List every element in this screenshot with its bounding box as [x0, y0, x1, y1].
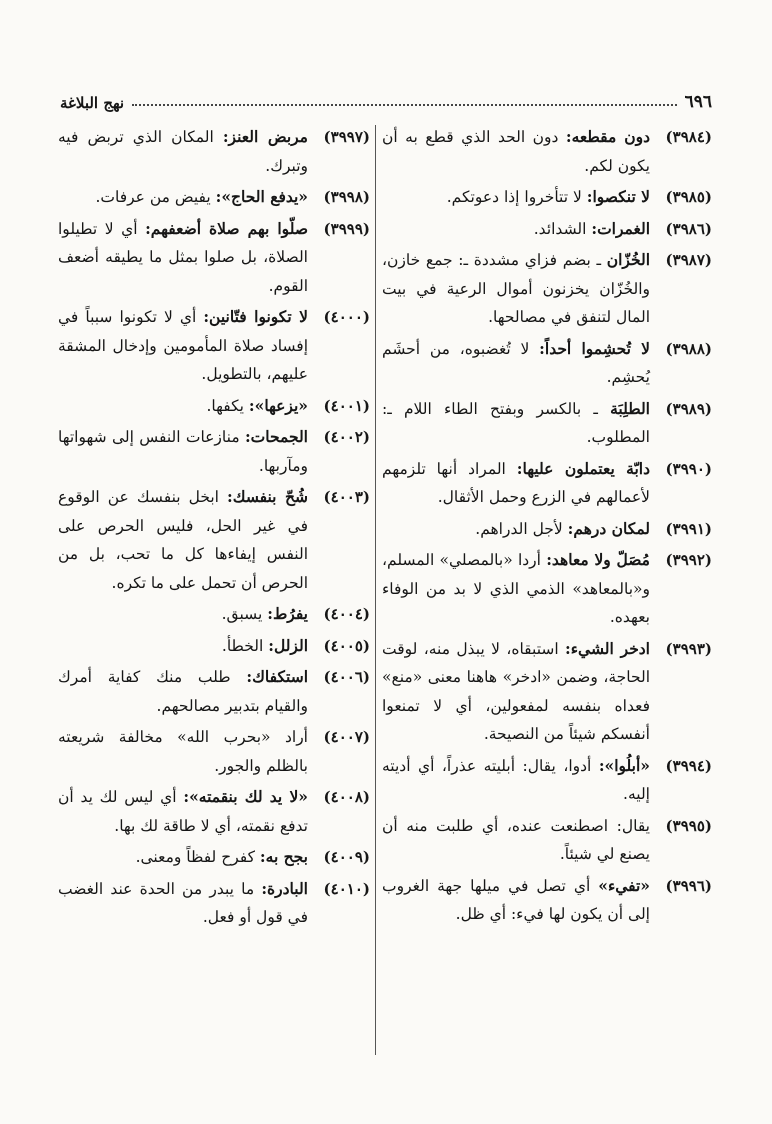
- footnote-number: (٤٠٠٥): [323, 636, 370, 655]
- footnote-term: الزلل:: [268, 635, 308, 655]
- footnote-number: (٤٠٠٦): [323, 668, 370, 686]
- footnote-number: (٣٩٨٦): [665, 219, 712, 238]
- footnote-term: لا تكونوا فتّانين:: [203, 307, 308, 326]
- footnote-text: [58, 783, 308, 840]
- footnote-text: [382, 335, 650, 392]
- footnote-term: ادخر الشيء:: [565, 638, 650, 658]
- footnote-entry: [382, 123, 712, 180]
- footnote-definition: أي لا تطيلوا الصلاة، بل صلوا بمثل ما يطيقه أضعف القوم.: [58, 219, 308, 295]
- footnote-number: (٣٩٩٥): [665, 816, 712, 835]
- footnote-definition: أراد «بحرب الله» مخالفة شريعته بالظلم والجور.: [58, 728, 308, 775]
- footnote-definition: يكفها.: [206, 396, 249, 415]
- footnote-entry: [382, 752, 712, 809]
- footnote-term: لمكان درهم:: [567, 518, 650, 538]
- footnote-text: [58, 875, 308, 932]
- footnote-term: الجمحات:: [244, 427, 308, 446]
- footnote-text: [382, 635, 650, 749]
- footnote-definition: لا تتأخروا إذا دعوتكم.: [446, 188, 587, 206]
- footnote-term: لا تُحشِموا أحداً:: [539, 338, 650, 358]
- footnote-definition: أردا «بالمصلي» المسلم، و«بالمعاهد» الذمي الذي لا بد من الوفاء بعهده.: [382, 551, 650, 626]
- footnote-number: (٤٠٠١): [323, 396, 370, 415]
- footnote-text: [382, 515, 650, 544]
- footnote-term: شُحّ بنفسك:: [227, 487, 309, 506]
- footnote-entry: [382, 872, 712, 929]
- footnote-term: دابّة يعتملون عليها:: [516, 458, 650, 478]
- footnote-text: [382, 395, 650, 452]
- footnote-number: (٣٩٩٩): [323, 219, 370, 238]
- footnote-term: البادرة:: [261, 878, 308, 898]
- footnote-term: يفرُط:: [267, 604, 308, 623]
- footnote-number: (٣٩٩٣): [665, 639, 712, 658]
- footnote-term: «لا يد لك بنقمته»:: [183, 787, 308, 806]
- footnote-entry: [58, 875, 370, 932]
- footnote-text: [382, 872, 650, 929]
- footnote-definition: المراد أنها تلزمهم لأعمالهم في الزرع وحمل الأثقال.: [382, 459, 650, 506]
- footnote-text: [58, 123, 308, 180]
- footnote-definition: كفرح لفظاً ومعنى.: [135, 848, 260, 866]
- footnote-text: [58, 483, 308, 597]
- footnote-entry: [58, 392, 370, 421]
- footnote-text: [58, 303, 308, 389]
- footnote-term: لا تنكصوا:: [586, 187, 650, 206]
- footnote-entry: [58, 843, 370, 872]
- footnote-text: [58, 843, 308, 872]
- footnote-term: استكفاك:: [246, 667, 308, 686]
- footnote-entry: [382, 635, 712, 749]
- footnote-text: [58, 663, 308, 720]
- footnote-definition: الخطأ.: [221, 636, 269, 655]
- footnote-number: (٤٠١٠): [323, 879, 370, 898]
- footnote-term: «أبلُوا»:: [598, 755, 650, 775]
- footnote-number: (٤٠٠٣): [323, 488, 370, 506]
- footnote-entry: [382, 395, 712, 452]
- footnote-term: «يدفع الحاج»:: [215, 187, 308, 206]
- footnote-definition: يفيض من عرفات.: [95, 188, 216, 206]
- footnote-term: «يزعها»:: [248, 395, 308, 415]
- footnote-entry: [58, 183, 370, 212]
- footnote-text: [58, 632, 308, 661]
- footnote-entry: [58, 123, 370, 180]
- footnote-entry: [58, 663, 370, 720]
- footnote-term: الطلِبَة: [610, 398, 650, 418]
- footnote-text: [382, 546, 650, 632]
- footnote-number: (٣٩٩٠): [665, 459, 712, 478]
- footnote-text: [382, 752, 650, 809]
- footnote-definition: يسبق.: [221, 605, 268, 623]
- footnote-term: مربض العنز:: [222, 127, 308, 146]
- footnote-text: [58, 183, 308, 212]
- footnote-definition: ابخل بنفسك عن الوقوع في غير الحل، فليس الحرص على النفس إيفاءها كل ما تحب، بل من الحرص أن تحمل على ما تكره.: [58, 488, 308, 592]
- footnote-entry: [382, 246, 712, 332]
- footnote-definition: ما يبدر من الحدة عند الغضب في قول أو فعل.: [58, 879, 308, 926]
- footnote-term: مُصَلّ ولا معاهد:: [546, 550, 650, 569]
- left-column: [58, 123, 370, 935]
- footnote-entry: [382, 455, 712, 512]
- footnote-text: [58, 423, 308, 480]
- footnote-definition: لا تُغضبوه، من أحشَم يُحشِم.: [382, 339, 650, 386]
- footnote-term: بجح به:: [259, 847, 308, 866]
- footnote-number: (٣٩٩٨): [323, 188, 370, 206]
- page-number: ٦٩٦: [684, 92, 712, 112]
- footnote-definition: المكان الذي تربض فيه وتبرك.: [58, 128, 308, 175]
- footnote-text: [382, 246, 650, 332]
- footnote-number: (٤٠٠٧): [323, 728, 370, 746]
- right-column: [382, 123, 712, 932]
- footnote-text: [58, 600, 308, 629]
- footnote-entry: [382, 812, 712, 869]
- footnote-definition: لأجل الدراهم.: [475, 519, 568, 538]
- footnote-definition: دون الحد الذي قطع به أن يكون لكم.: [382, 128, 650, 175]
- footnote-entry: [58, 600, 370, 629]
- footnote-definition: يقال: اصطنعت عنده، أي طلبت منه أن يصنع لي شيئاً.: [382, 816, 650, 863]
- footnote-entry: [382, 335, 712, 392]
- footnote-definition: أي ليس لك يد أن تدفع نقمته، أي لا طاقة لك بها.: [58, 788, 308, 835]
- footnote-definition: أدوا، يقال: أبليته عذراً، أي أديته إليه.: [382, 756, 650, 803]
- footnote-entry: [58, 303, 370, 389]
- footnote-entry: [382, 183, 712, 212]
- footnote-number: (٤٠٠٠): [323, 308, 370, 326]
- footnote-text: [382, 455, 650, 512]
- footnote-definition: منازعات النفس إلى شهواتها ومآربها.: [58, 428, 308, 475]
- footnote-number: (٤٠٠٨): [323, 788, 370, 806]
- footnote-number: (٣٩٨٤): [665, 128, 712, 146]
- footnote-definition: ـ بالكسر وبفتح الطاء اللام ـ: المطلوب.: [382, 399, 650, 446]
- footnote-entry: [382, 215, 712, 244]
- header-dotted-leader: [132, 104, 676, 106]
- footnote-definition: أي لا تكونوا سبباً في إفساد صلاة المأمومين وإدخال المشقة عليهم، بالتطويل.: [58, 308, 308, 383]
- footnote-number: (٣٩٩٢): [665, 551, 712, 569]
- footnote-term: الغمرات:: [591, 218, 650, 238]
- footnote-term: الخُزّان: [606, 250, 650, 269]
- footnote-entry: [58, 423, 370, 480]
- footnote-definition: طلب منك كفاية أمرك والقيام بتدبير مصالحهم.: [58, 668, 308, 715]
- footnote-text: [58, 723, 308, 780]
- footnote-term: دون مقطعه:: [565, 127, 650, 146]
- footnote-definition: أي تصل في ميلها جهة الغروب إلى أن يكون لها فيء: أي ظل.: [382, 876, 650, 923]
- footnote-number: (٣٩٩٦): [665, 876, 712, 895]
- footnote-number: (٤٠٠٤): [323, 605, 370, 623]
- footnote-number: (٤٠٠٩): [323, 848, 370, 866]
- footnote-definition: استبقاه، لا يبذل منه، لوقت الحاجة، وضمن «ادخر» هاهنا معنى «منع» فعداه بنفسه لمفعولين، أي لا تمنعوا أنفسكم شيئاً من النصيحة.: [382, 639, 650, 743]
- footnote-definition: الشدائد.: [533, 219, 592, 238]
- footnote-text: [382, 215, 650, 244]
- running-title: نهج البلاغة: [60, 94, 125, 112]
- footnote-entry: [382, 546, 712, 632]
- footnote-entry: [58, 783, 370, 840]
- footnote-number: (٣٩٨٥): [665, 188, 712, 206]
- column-divider: [375, 125, 376, 1055]
- footnote-entry: [58, 723, 370, 780]
- footnote-entry: [58, 483, 370, 597]
- footnote-text: [382, 123, 650, 180]
- footnote-text: [382, 812, 650, 869]
- page-header: [60, 88, 712, 112]
- footnote-entry: [58, 632, 370, 661]
- footnote-text: [58, 392, 308, 421]
- footnote-number: (٣٩٨٧): [665, 251, 712, 269]
- footnote-term: «تفيء»: [598, 875, 650, 895]
- footnote-entry: [382, 515, 712, 544]
- footnote-number: (٣٩٩٤): [665, 756, 712, 775]
- footnote-term: صلّوا بهم صلاة أضعفهم:: [145, 218, 308, 238]
- footnote-number: (٣٩٩١): [665, 519, 712, 538]
- footnote-definition: ـ بضم فزاي مشددة ـ: جمع خازن، والخُزّان يخزنون أموال الرعية في بيت المال لتنفق في مصالحها.: [382, 251, 650, 326]
- footnote-number: (٤٠٠٢): [323, 428, 370, 446]
- footnote-number: (٣٩٩٧): [323, 128, 370, 146]
- footnote-entry: [58, 215, 370, 301]
- footnote-text: [382, 183, 650, 212]
- footnote-text: [58, 215, 308, 301]
- footnote-number: (٣٩٨٩): [665, 399, 712, 418]
- footnote-number: (٣٩٨٨): [665, 339, 712, 358]
